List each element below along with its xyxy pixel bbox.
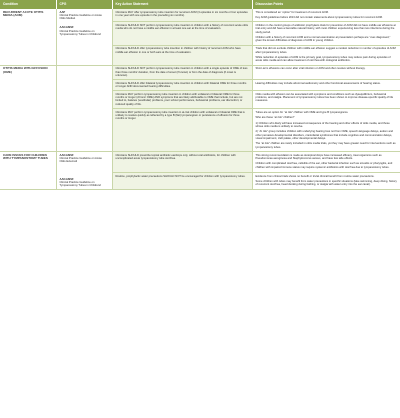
discussion-paragraph: Otitis media with effusion can be associated with symptoms and conditions such as dysequilibrium, behavioral problems, and otalgia. Placement of tympanostomy tubes has been shown to improve disease-specific quality of life measures. <box>255 92 394 103</box>
table-row <box>0 9 400 22</box>
header-key-action-statement: Key Action Statement <box>112 0 252 9</box>
discussion-paragraph: Evidence from clinical trials shows no benefit or trivial clinical benefit from routine water precautions. <box>255 174 375 178</box>
discussion-paragraph: Tubes are an option for “at risk” children with OME and type B tympanograms. <box>255 110 349 114</box>
discussion-points <box>252 91 400 109</box>
discussion-points <box>252 65 400 79</box>
key-action-statement: Clinicians SHOULD offer tympanostomy tube insertion in children with history of recurrent AOM who have middle ear effusion in one or both ears at the time of evaluation. <box>112 45 252 65</box>
discussion-paragraph: Hearing difficulties may include abnormal audiometry and other functional assessments of hearing status. <box>255 81 381 85</box>
header-cpg: CPG <box>56 0 112 9</box>
table-row <box>0 152 400 173</box>
condition-cell: RECURRENT ACUTE OTITIS MEDIA (AOM) <box>0 9 56 65</box>
discussion-paragraph: This strong recommendation is made as ototopical drops have increased efficacy, treat organisms such as Pseudomonas aeruginosa and Staphylococcus aureus, and have few side effects. <box>255 153 382 160</box>
discussion-paragraph: Children in the control groups of antibiotic prophylaxis trials for prevention of AOM did not have middle ear effusions at trial entry and did have a favorable natural history, with most children experiencing less than two infections during the study period. <box>255 23 396 34</box>
key-action-statement: Clinicians SHOULD prescribe topical antibiotic eardrops only, without oral antibiotics, for children with uncomplicated acute tympanostomy tube otorrhea. <box>112 152 252 173</box>
cpg-org: AAO-HNSF <box>59 177 74 181</box>
discussion-paragraph: 1) Children who likely will have increased consequence of the hearing and other effects of otitis media, and those whose otitis media is unlikely to resolve. <box>255 121 390 128</box>
discussion-paragraph: While reduction of episodes of AOM is the primary goal, tympanostomy tubes may reduce pain during episodes of acute otitis media and can allow treatment of otorrhea with otological antibiotics. <box>255 56 391 63</box>
discussion-paragraph: This is considered an “option” for treatment of recurrent AOM. <box>255 10 329 14</box>
header-row <box>0 0 400 9</box>
discussion-paragraph: The “at risk” children are rarely included in otitis media trials, yet they may have greater need for interventions such as tympanostomy tubes. <box>255 142 396 149</box>
key-action-statement: Clinicians MAY perform tympanostomy tube insertion in children with unilateral or bilateral OME for three months or longer (chronic OME) AND symptoms that are likely attributable to OME that include, but are not limited to, balance (vestibular) problems, poor school performance, behavioral problems, ear discomfort, or reduced quality of life. <box>112 91 252 109</box>
discussion-points <box>252 45 400 65</box>
cpg-org: AAO-HNSF <box>59 26 74 30</box>
discussion-points <box>252 9 400 22</box>
header-condition: Condition <box>0 0 56 9</box>
discussion-paragraph: Children with a history of recurrent AOM and a normal examination at presentation perhaps are “over-diagnosed,” given the known difficulties of diagnosis of AOM in young children. <box>255 36 391 43</box>
discussion-points <box>252 152 400 173</box>
key-action-statement: Clinicians SHOULD NOT perform tympanostomy tube insertion in children with a single episode of OME of less than three months’ duration, from the date of onset (if known) or from the date of diagnosis (if onset is unknown). <box>112 65 252 79</box>
recommendations-table <box>0 0 400 190</box>
table-row <box>0 65 400 79</box>
key-action-statement: Clinicians SHOULD offer bilateral tympanostomy tube insertion to children with bilateral OME for three months or longer AND documented hearing difficulties. <box>112 80 252 91</box>
cpg-text: Clinical Practice Guideline on Acute Otitis Externa3 <box>59 156 102 164</box>
cpg-text: Clinical Practice Guideline on Tympanostomy Tubes in Children2 <box>59 180 101 188</box>
cpg-text: Clinical Practice Guideline on Acute Otitis Media1 <box>59 13 102 21</box>
discussion-points <box>252 109 400 152</box>
cpg-cell <box>56 65 112 151</box>
discussion-paragraph: Who are these “at risk” children? <box>255 116 295 120</box>
header-discussion-points: Discussion Points <box>252 0 400 9</box>
discussion-paragraph: Children with complicated otorrhea, cellulitis of the ear, other bacterial infection such as sinusitis or pharyngitis, and children with impaired immune status may require systemic antibiotics with otorrhea due to tympanostomy tubes. <box>255 162 393 169</box>
cpg-text: Clinical Practice Guideline on Tympanostomy Tubes in Children2 <box>59 29 101 37</box>
cpg-entry <box>60 26 109 36</box>
cpg-entry <box>60 178 109 188</box>
key-action-statement: Clinicians SHOULD NOT perform tympanostomy tube insertion in children with a history of recurrent acute otitis media who do not have a middle ear effusion in at least one ear at the time of evaluation. <box>112 22 252 45</box>
cpg-cell <box>56 152 112 190</box>
discussion-points <box>252 172 400 189</box>
discussion-paragraph: Some children with tubes may benefit from water precautions in specific situations (lake swimming, deep diving, history of recurrent otorrhea, head dunking during bathing, or otalgia with water entry into the ear canal). <box>255 180 397 187</box>
discussion-paragraph: Key AOM guidelines before 2013 did not contain statements about tympanostomy tubes for recurrent AOM. <box>255 16 383 20</box>
cpg-org: AAO-HNSF <box>59 153 74 157</box>
cpg-entry <box>60 154 109 164</box>
cpg-org: AAP <box>59 10 66 14</box>
cpg-cell <box>56 9 112 65</box>
key-action-statement: Clinicians MAY offer tympanostomy tube insertion for recurrent AOM (3 episodes in six months or four episodes in one year with one episode in the preceding six months). <box>112 9 252 22</box>
discussion-points <box>252 80 400 91</box>
discussion-paragraph: 2) “At risk” group includes children with underlying hearing loss not from OME, speech-language delays, autism and other pervasive developmental disorders, craniofacial syndromes that include cognitive and communication delays, visual impairment, cleft palate, other developmental delays. <box>255 130 393 140</box>
discussion-points <box>252 22 400 45</box>
key-action-statement: Clinicians MAY perform tympanostomy tube insertion in at-risk children with unilateral or bilateral OME that is unlikely to resolve quickly as reflected by a type B (flat) tympanogram or persistence of effusion for three months or longer. <box>112 109 252 152</box>
key-action-statement: Routine, prophylactic water precautions SHOULD NOT be encouraged for children with tympanostomy tubes. <box>112 172 252 189</box>
condition-cell: OTITIS MEDIA WITH EFFUSION (OME) <box>0 65 56 151</box>
discussion-paragraph: Short-term effusions can occur after viral infection or AOM and often resolve without therapy. <box>255 67 366 71</box>
discussion-paragraph: Trials that did not exclude children with middle ear effusion suggest a modest reduction in number of episodes of AOM after tympanostomy tubes. <box>255 47 396 54</box>
cpg-entry <box>60 11 109 21</box>
condition-cell: CARE ISSUES FOR CHILDREN WITH TYMPANOSTOMY TUBES <box>0 152 56 190</box>
